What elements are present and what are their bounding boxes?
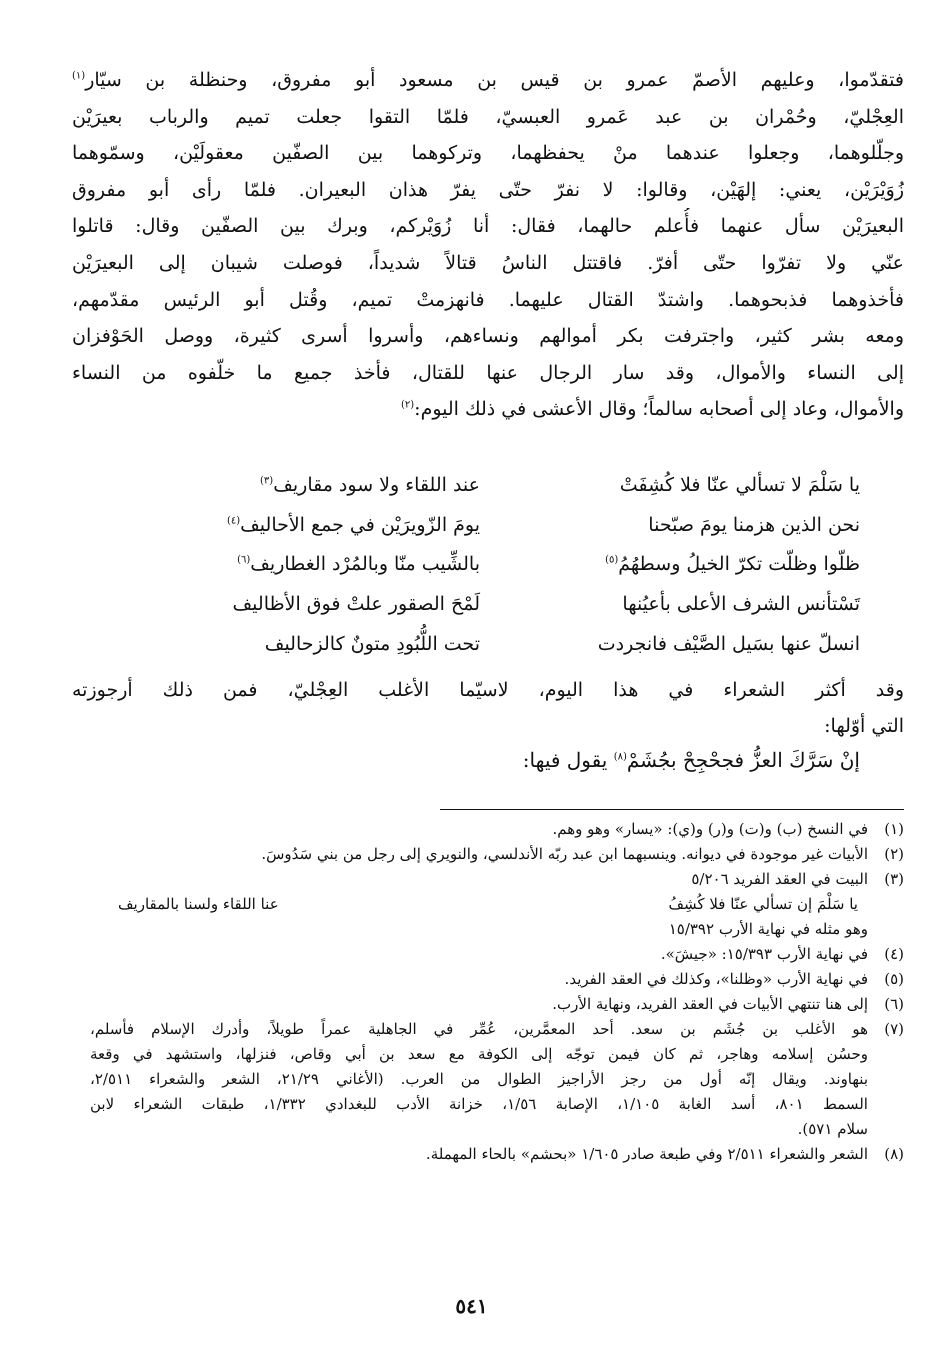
main-paragraph bbox=[72, 62, 904, 428]
verse-first-hemistich: نحن الذين هزمنا يومَ صبّحنا bbox=[648, 513, 860, 536]
poem-verse bbox=[140, 584, 860, 624]
footnote-number: (٦) bbox=[884, 995, 904, 1013]
body-line: والأموال، وعاد إلى أصحابه سالماً؛ وقال الأعشى في ذلك اليوم:$^{(٢)}$ bbox=[400, 398, 904, 421]
footnote-ref[interactable]: (٣) bbox=[260, 475, 274, 487]
body-line: عنّي ولا تفرّوا حتّى أفرّ. فاقتتل الناسُ قتالاً شديداً، فوصلت شيبان إلى البعيرَيْن bbox=[72, 251, 904, 274]
body-line: ومعه بشر كثير، واجترفت بكر أموالهم ونساءهم، وأسروا أسرى كثيرة، ووصل الحَوْفزان bbox=[72, 325, 904, 348]
footnote-number: (٤) bbox=[884, 945, 904, 963]
footnote: (٤) في نهاية الأرب ١٥/٣٩٣: «جيشَ». bbox=[90, 942, 904, 967]
footnote-number: (٣) bbox=[884, 870, 904, 888]
after-poem-paragraph bbox=[72, 672, 904, 744]
footnote-number: (٢) bbox=[884, 845, 904, 863]
footnote: (٢) الأبيات غير موجودة في ديوانه. وينسبهما ابن عبد ربّه الأندلسي، والنويري إلى رجل من بني سَدُوسَ. bbox=[90, 842, 904, 867]
footnote: (٨) الشعر والشعراء ٢/٥١١ وفي طبعة صادر ١/٦٠٥ «بحشم» بالحاء المهملة. bbox=[90, 1142, 904, 1167]
poem-verse bbox=[140, 624, 860, 664]
body-line: التي أوّلها: bbox=[824, 715, 904, 737]
verse-second-hemistich: عند اللقاء ولا سود مقاريف$^{(٣)}$ bbox=[260, 473, 480, 496]
footnote-ref[interactable]: (١) bbox=[72, 70, 86, 82]
body-line: وجلّلوهما، وجعلوا عندهما منْ يحفظهما، وتركوهما بين الصفّين معقولَيْن، وسمّوهما bbox=[72, 142, 904, 165]
footnote-verse: يا سَلْمَ إن تسألي عنّا فلا كُشِفُ عنا اللقاء ولسنا بالمقاريف bbox=[118, 895, 858, 913]
verse-second-hemistich: لَمْحَ الصقور علتْ فوق الأظاليف bbox=[232, 593, 480, 616]
footnote-number: (١) bbox=[884, 820, 904, 838]
footnote: (٧) هو الأغلب بن جُشَم بن سعد. أحد المعمَّرين، عُمِّر في الجاهلية عمراً طويلاً، وأدرك الإسلام فأسلم، وحسُن إسلامه وهاجر، ثم كان فيمن توجّه إلى الكوفة مع سعد بن أبي وقاص، فنزلها، واستشهد في وقعة بنهاوند. ويقال إنّه أول من رجز الأراجيز الطوال من العرب. (الأغاني ٢١/٢٩، الشعر والشعراء ٢/٥١١، السمط ٨٠١، أسد الغابة ١/١٠٥، الإصابة ١/٥٦، خزانة الأدب للبغدادي ١/٣٣٢، طبقات الشعراء لابن سلام ٥٧١). bbox=[90, 1017, 904, 1142]
poem-verse bbox=[140, 545, 860, 585]
footnote-ref[interactable]: (٤) bbox=[226, 515, 241, 527]
footnote: (١) في النسخ (ب) و(ت) و(ر) و(ي): «يسار» وهو وهم. bbox=[90, 817, 904, 842]
body-line: البعيرَيْن سأل عنهما فأُعلم حالهما، فقال: أنا زُوَيْركم، وبرك بين الصفّين وقال: قاتلوا bbox=[72, 215, 904, 238]
footnote-ref[interactable]: (٦) bbox=[237, 555, 251, 567]
verse-first-hemistich: يا سَلْمَ لا تسألي عنّا فلا كُشِفَتْ bbox=[619, 473, 860, 496]
verse-first-hemistich: ظلّوا وظلّت تكرّ الخيلُ وسطهُمُ$^{(٥)}$ bbox=[605, 553, 860, 576]
rajaz-line: إنْ سَرَّكَ العزُّ فجحْجِحْ بجُشَمْ$^{(٨)}$ يقول فيها: bbox=[522, 748, 860, 772]
poem-verse bbox=[140, 465, 860, 505]
verse-second-hemistich: يومَ الزّويرَيْن في جمع الأحاليف$^{(٤)}$ bbox=[226, 513, 480, 536]
footnotes bbox=[90, 817, 904, 1167]
body-line: العِجْليّ، وحُمْران بن عبد عَمرو العبسيّ، فلمّا التقوا جعلت تميم والرباب بعيرَيْن bbox=[72, 105, 904, 128]
footnote-ref[interactable]: (٢) bbox=[400, 400, 415, 412]
footnote-ref[interactable]: (٥) bbox=[605, 555, 619, 567]
verse-first-hemistich: تَسْتأنس الشرف الأعلى بأعيُنها bbox=[622, 593, 860, 616]
body-line: فتقدّموا، وعليهم الأصمّ عمرو بن قيس بن مسعود أبو مفروق، وحنظلة بن سيّار$^{(١)}$ bbox=[72, 69, 904, 91]
body-line: فأخذوهما فذبحوهما. واشتدّ القتال عليهما. فانهزمتْ تميم، وقُتل أبو الرئيس مقدّمهم، bbox=[72, 288, 904, 311]
poem-verse bbox=[140, 505, 860, 545]
page-number: ٥٤١ bbox=[455, 1294, 488, 1318]
footnote: (٣) البيت في العقد الفريد ٥/٢٠٦ يا سَلْمَ إن تسألي عنّا فلا كُشِفُ عنا اللقاء ولسنا بالمقاريف وهو مثله في نهاية الأرب ١٥/٣٩٢ bbox=[90, 867, 904, 942]
poem bbox=[140, 465, 860, 664]
verse-first-hemistich: انسلّ عنها بسَيل الصَّيْف فانجردت bbox=[597, 633, 860, 656]
body-line: زُوَيْرَيْن، يعني: إلهَيْن، وقالوا: لا نفرّ حتّى يفرّ هذان البعيران. فلمّا رأى أبو مفروق bbox=[72, 178, 904, 201]
body-line: وقد أكثر الشعراء في هذا اليوم، لاسيّما الأغلب العِجْليّ، فمن ذلك أرجوزته bbox=[72, 679, 904, 701]
footnote-ref[interactable]: (٨) bbox=[613, 751, 627, 763]
footnote-number: (٧) bbox=[884, 1020, 904, 1038]
footnote-separator bbox=[440, 809, 904, 810]
footnote: (٦) إلى هنا تنتهي الأبيات في العقد الفريد، ونهاية الأرب. bbox=[90, 992, 904, 1017]
verse-second-hemistich: تحت اللُّبُودِ متونٌ كالزحاليف bbox=[264, 633, 480, 656]
footnote-number: (٨) bbox=[884, 1145, 904, 1163]
body-line: إلى النساء والأموال، وقد سار الرجال عنها للقتال، فأخذ جميع ما خلّفوه من النساء bbox=[72, 361, 904, 384]
footnote: (٥) في نهاية الأرب «وظلنا»، وكذلك في العقد الفريد. bbox=[90, 967, 904, 992]
verse-second-hemistich: بالشِّيب منّا وبالمُرْد الغطاريف$^{(٦)}$ bbox=[237, 553, 480, 576]
footnote-number: (٥) bbox=[884, 970, 904, 988]
